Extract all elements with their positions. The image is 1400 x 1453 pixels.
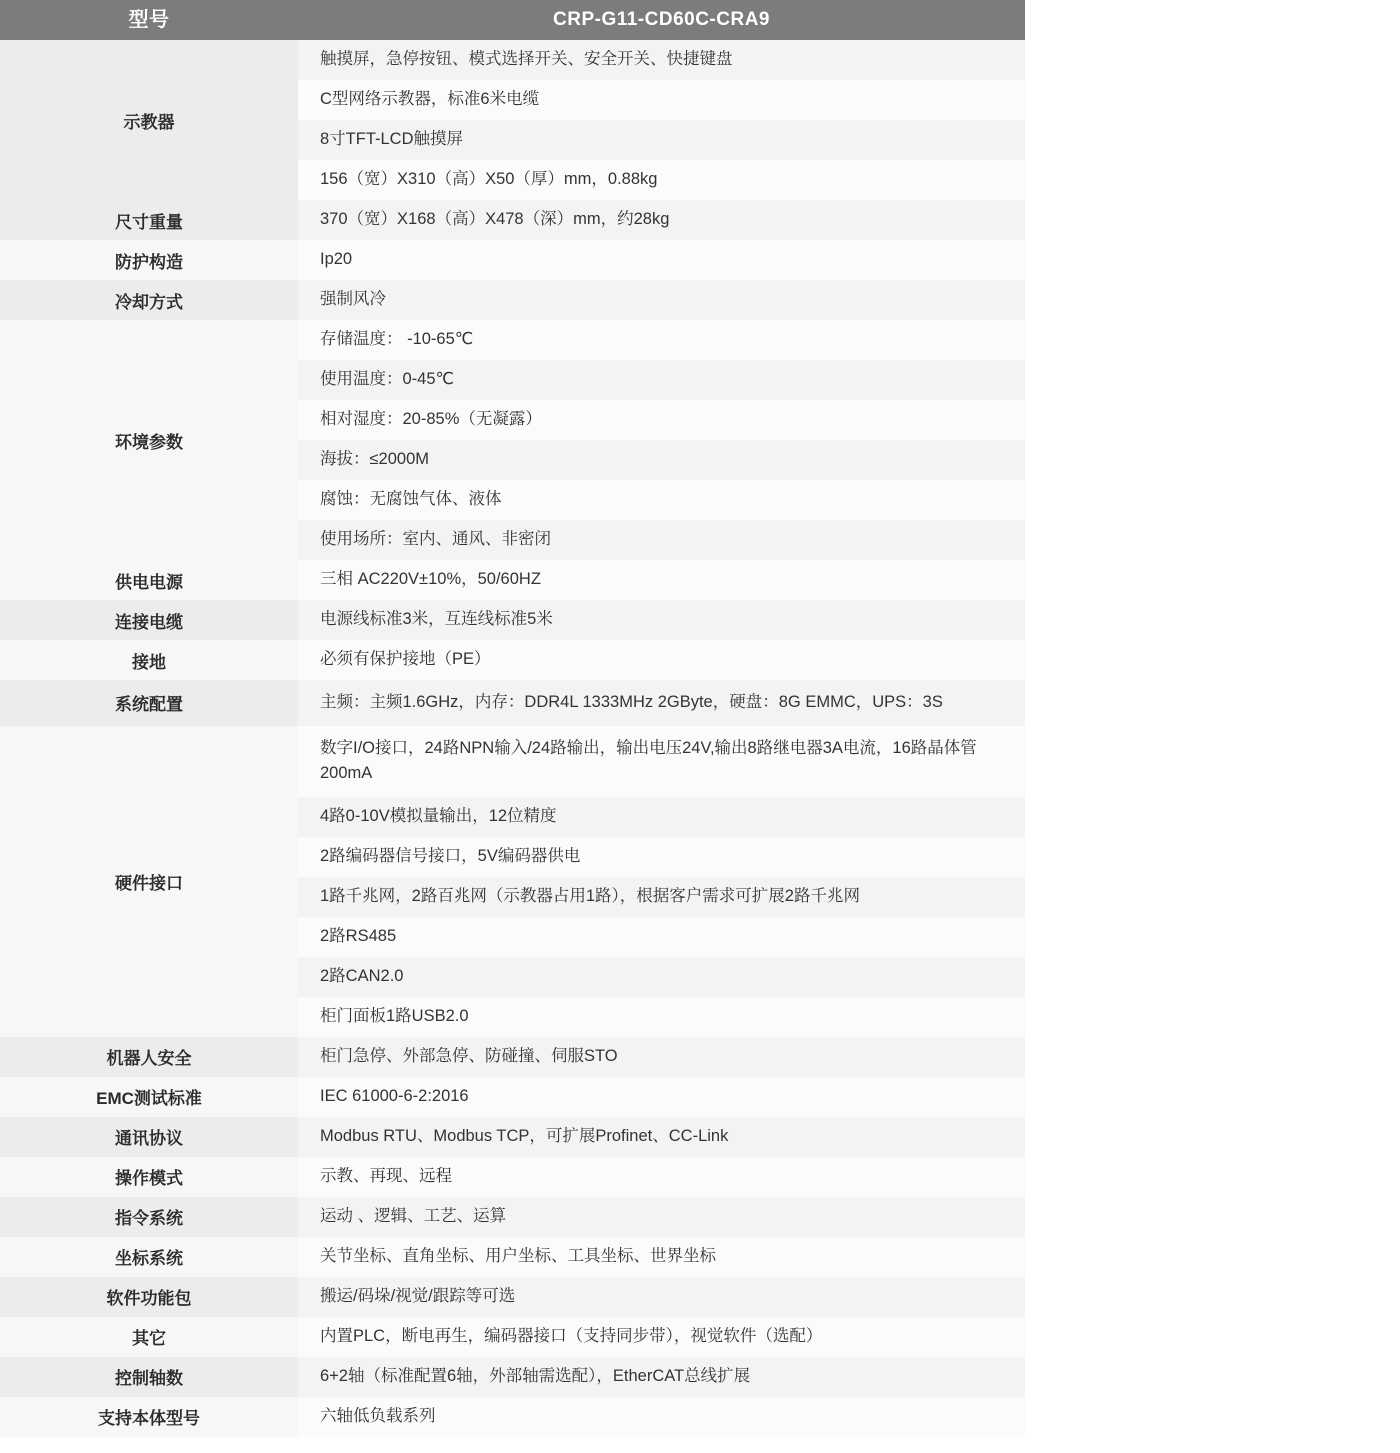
row-label: 连接电缆 [0,600,298,640]
row-label: EMC测试标准 [0,1077,298,1117]
table-row [0,320,1025,360]
table-row [0,640,1025,680]
header-model-value: CRP-G11-CD60C-CRA9 [298,0,1025,40]
row-label: 支持本体型号 [0,1397,298,1437]
row-label: 接地 [0,640,298,680]
row-value: 8寸TFT-LCD触摸屏 [298,120,1025,160]
row-value: IEC 61000-6-2:2016 [298,1077,1025,1117]
row-value: C型网络示教器，标准6米电缆 [298,80,1025,120]
row-value: 必须有保护接地（PE） [298,640,1025,680]
row-label: 机器人安全 [0,1037,298,1077]
table-row [0,1397,1025,1437]
table-row [0,40,1025,80]
row-value: 1路千兆网，2路百兆网（示教器占用1路），根据客户需求可扩展2路千兆网 [298,877,1025,917]
table-row [0,1037,1025,1077]
table-row [0,240,1025,280]
row-value: 搬运/码垛/视觉/跟踪等可选 [298,1277,1025,1317]
row-value: 示教、再现、远程 [298,1157,1025,1197]
row-value: 2路编码器信号接口，5V编码器供电 [298,837,1025,877]
row-label: 冷却方式 [0,280,298,320]
row-value: 使用温度：0-45℃ [298,360,1025,400]
row-label: 软件功能包 [0,1277,298,1317]
row-value: 电源线标准3米，互连线标准5米 [298,600,1025,640]
table-header-row [0,0,1025,40]
row-value: 2路CAN2.0 [298,957,1025,997]
row-value: 触摸屏，急停按钮、模式选择开关、安全开关、快捷键盘 [298,40,1025,80]
row-value: 数字I/O接口，24路NPN输入/24路输出，输出电压24V,输出8路继电器3A电流，16路晶体管200mA [298,726,1025,797]
row-value: 关节坐标、直角坐标、用户坐标、工具坐标、世界坐标 [298,1237,1025,1277]
table-row [0,1277,1025,1317]
row-value: 海拔：≤2000M [298,440,1025,480]
table-header [0,0,1025,40]
row-label: 环境参数 [0,320,298,560]
row-label: 尺寸重量 [0,200,298,240]
row-label: 供电电源 [0,560,298,600]
table-body [0,40,1025,1437]
row-label: 其它 [0,1317,298,1357]
header-model-label: 型号 [0,0,298,40]
row-value: 腐蚀：无腐蚀气体、液体 [298,480,1025,520]
table-row [0,1357,1025,1397]
table-row [0,600,1025,640]
row-value: 2路RS485 [298,917,1025,957]
row-value: 内置PLC，断电再生，编码器接口（支持同步带），视觉软件（选配） [298,1317,1025,1357]
row-value: 强制风冷 [298,280,1025,320]
table-row [0,1237,1025,1277]
row-label: 硬件接口 [0,726,298,1037]
table-row [0,1077,1025,1117]
row-label: 指令系统 [0,1197,298,1237]
table-row [0,560,1025,600]
row-value: 相对湿度：20-85%（无凝露） [298,400,1025,440]
row-value: 存储温度： -10-65℃ [298,320,1025,360]
table-row [0,680,1025,726]
row-label: 示教器 [0,40,298,200]
row-value: 六轴低负载系列 [298,1397,1025,1437]
table-row [0,726,1025,797]
row-label: 坐标系统 [0,1237,298,1277]
table-row [0,200,1025,240]
table-row [0,1197,1025,1237]
row-value: 主频：主频1.6GHz，内存：DDR4L 1333MHz 2GByte，硬盘：8G EMMC，UPS：3S [298,680,1025,726]
table-row [0,1157,1025,1197]
row-value: 三相 AC220V±10%，50/60HZ [298,560,1025,600]
table-row [0,1117,1025,1157]
row-value: 370（宽）X168（高）X478（深）mm，约28kg [298,200,1025,240]
row-value: 4路0-10V模拟量输出，12位精度 [298,797,1025,837]
row-value: Ip20 [298,240,1025,280]
row-label: 控制轴数 [0,1357,298,1397]
row-label: 系统配置 [0,680,298,726]
row-value: Modbus RTU、Modbus TCP，可扩展Profinet、CC-Link [298,1117,1025,1157]
row-value: 运动 、逻辑、工艺、运算 [298,1197,1025,1237]
row-value: 柜门急停、外部急停、防碰撞、伺服STO [298,1037,1025,1077]
row-label: 通讯协议 [0,1117,298,1157]
row-value: 使用场所：室内、通风、非密闭 [298,520,1025,560]
row-label: 操作模式 [0,1157,298,1197]
row-label: 防护构造 [0,240,298,280]
row-value: 柜门面板1路USB2.0 [298,997,1025,1037]
table-row [0,1317,1025,1357]
table-row [0,280,1025,320]
row-value: 156（宽）X310（高）X50（厚）mm，0.88kg [298,160,1025,200]
row-value: 6+2轴（标准配置6轴，外部轴需选配），EtherCAT总线扩展 [298,1357,1025,1397]
